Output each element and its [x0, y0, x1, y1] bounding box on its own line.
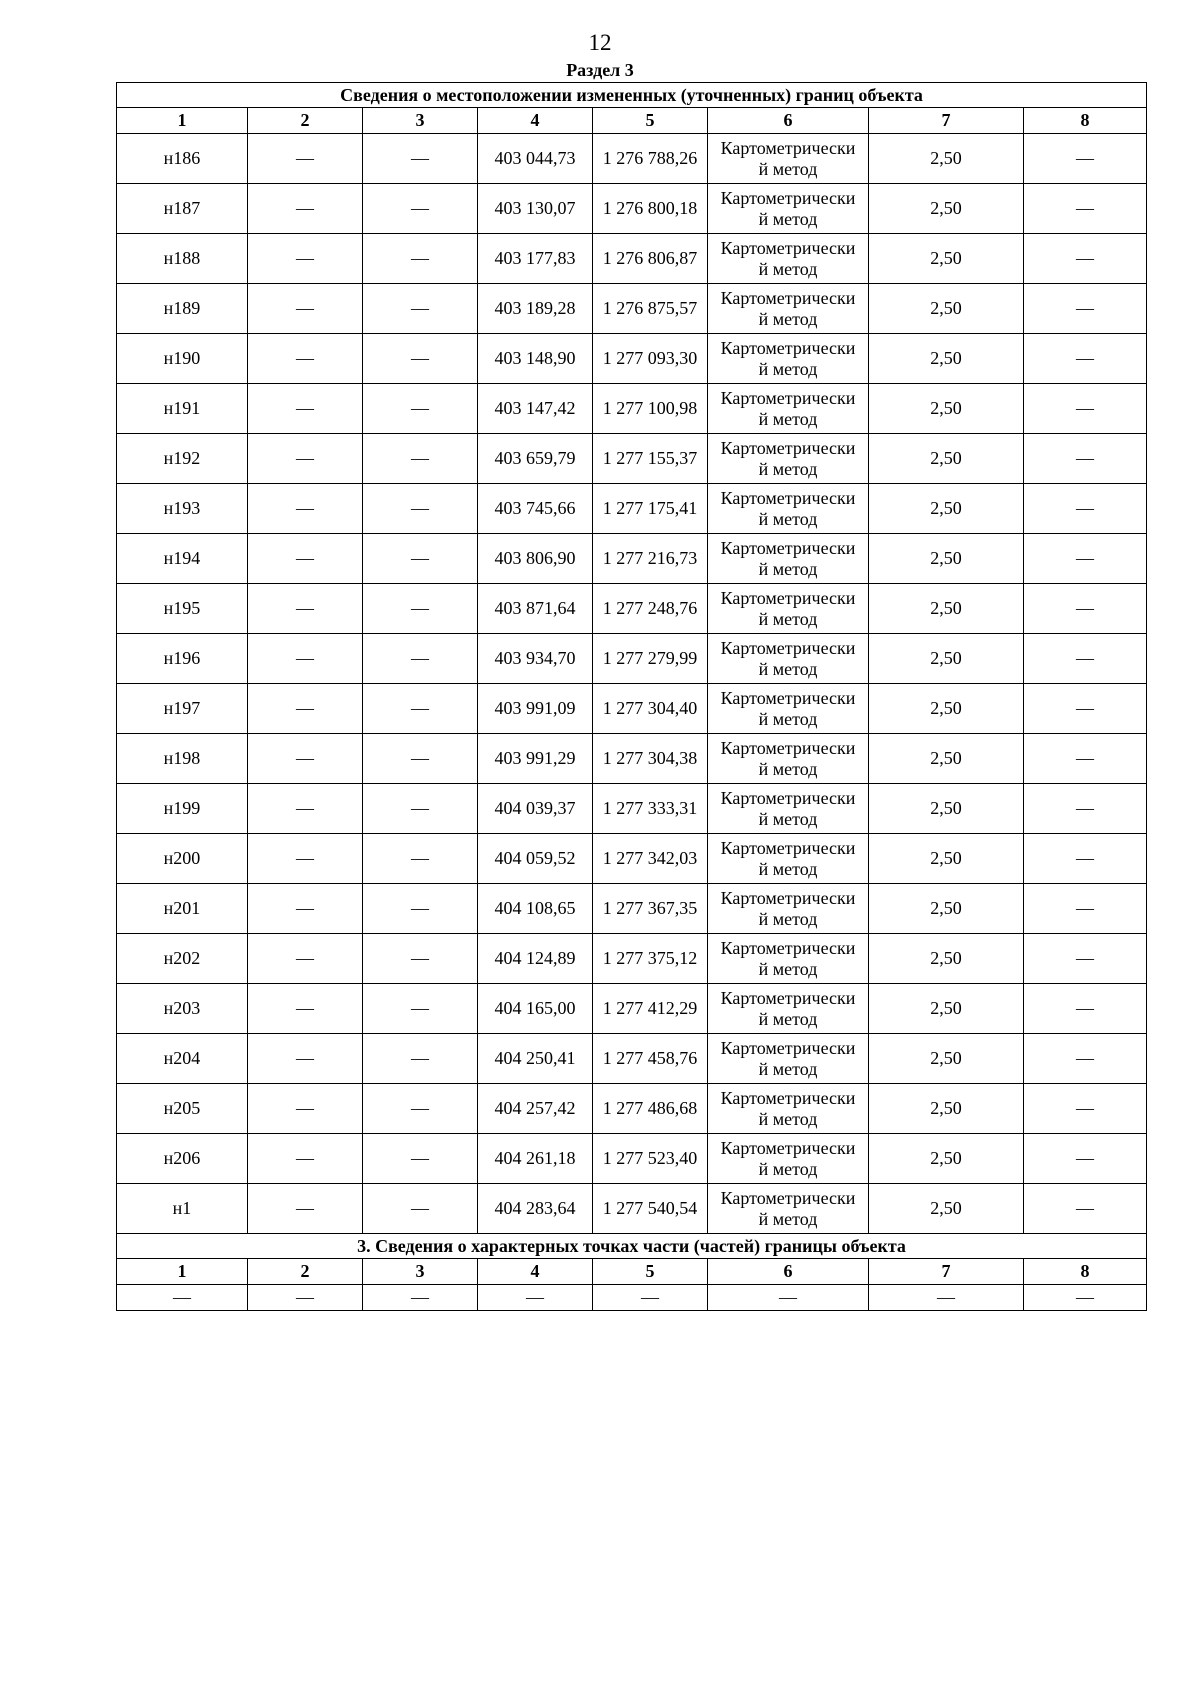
dash-cell: — [593, 1285, 708, 1311]
point-cell: н206 [117, 1134, 248, 1184]
dash-cell: — [1024, 484, 1147, 534]
point-cell: н190 [117, 334, 248, 384]
accuracy-cell: 2,50 [869, 384, 1024, 434]
x-coordinate-cell: 404 039,37 [478, 784, 593, 834]
dash-cell: — [248, 884, 363, 934]
x-coordinate-cell: 403 189,28 [478, 284, 593, 334]
dash-cell: — [363, 1134, 478, 1184]
table-row [117, 134, 1147, 184]
method-cell [708, 884, 869, 934]
y-coordinate-cell: 1 277 367,35 [593, 884, 708, 934]
dash-cell: — [248, 584, 363, 634]
table-row [117, 284, 1147, 334]
x-coordinate-cell: 403 148,90 [478, 334, 593, 384]
dash-cell: — [1024, 634, 1147, 684]
method-line-2: й метод [758, 958, 818, 979]
method-line-2: й метод [758, 408, 818, 429]
parts-table-body [117, 1234, 1147, 1311]
method-cell [708, 1084, 869, 1134]
dash-cell: — [363, 1184, 478, 1234]
table-caption: Сведения о местоположении измененных (уточненных) границ объекта [117, 83, 1147, 108]
dash-cell: — [363, 584, 478, 634]
dash-cell: — [1024, 1285, 1147, 1311]
method-line-2: й метод [758, 1208, 818, 1229]
point-cell: н191 [117, 384, 248, 434]
accuracy-cell: 2,50 [869, 484, 1024, 534]
method-cell [708, 434, 869, 484]
column-number: 8 [1024, 108, 1147, 134]
dash-cell: — [248, 984, 363, 1034]
method-line-2: й метод [758, 1158, 818, 1179]
point-cell: н195 [117, 584, 248, 634]
dash-cell: — [363, 734, 478, 784]
y-coordinate-cell: 1 277 304,40 [593, 684, 708, 734]
x-coordinate-cell: 404 165,00 [478, 984, 593, 1034]
accuracy-cell: 2,50 [869, 934, 1024, 984]
method-line-1: Картометрически [720, 787, 856, 808]
dash-cell: — [1024, 884, 1147, 934]
table-row [117, 434, 1147, 484]
boundary-table [116, 82, 1147, 1311]
dash-cell: — [363, 1034, 478, 1084]
method-line-1: Картометрически [720, 187, 856, 208]
parts-caption: 3. Сведения о характерных точках части (частей) границы объекта [117, 1234, 1147, 1259]
point-cell: н204 [117, 1034, 248, 1084]
column-number: 7 [869, 1259, 1024, 1285]
point-cell: н187 [117, 184, 248, 234]
y-coordinate-cell: 1 277 342,03 [593, 834, 708, 884]
table-row [117, 684, 1147, 734]
x-coordinate-cell: 403 871,64 [478, 584, 593, 634]
dash-cell: — [248, 1084, 363, 1134]
y-coordinate-cell: 1 277 279,99 [593, 634, 708, 684]
method-line-2: й метод [758, 808, 818, 829]
method-line-1: Картометрически [720, 337, 856, 358]
method-cell [708, 1134, 869, 1184]
column-number: 2 [248, 1259, 363, 1285]
table-row [117, 534, 1147, 584]
dash-cell: — [1024, 1034, 1147, 1084]
y-coordinate-cell: 1 277 304,38 [593, 734, 708, 784]
dash-cell: — [248, 534, 363, 584]
method-cell [708, 234, 869, 284]
accuracy-cell: 2,50 [869, 884, 1024, 934]
x-coordinate-cell: 403 130,07 [478, 184, 593, 234]
dash-cell: — [363, 384, 478, 434]
x-coordinate-cell: 403 991,09 [478, 684, 593, 734]
dash-cell: — [1024, 384, 1147, 434]
point-cell: н186 [117, 134, 248, 184]
y-coordinate-cell: 1 277 100,98 [593, 384, 708, 434]
table-row [117, 1034, 1147, 1084]
point-cell: н1 [117, 1184, 248, 1234]
table-row [117, 484, 1147, 534]
dash-cell: — [363, 234, 478, 284]
x-coordinate-cell: 403 745,66 [478, 484, 593, 534]
dash-cell: — [248, 634, 363, 684]
method-line-1: Картометрически [720, 687, 856, 708]
accuracy-cell: 2,50 [869, 584, 1024, 634]
dash-cell: — [708, 1285, 869, 1311]
y-coordinate-cell: 1 276 806,87 [593, 234, 708, 284]
boundary-table-body [117, 83, 1147, 1234]
dash-cell: — [363, 834, 478, 884]
dash-cell: — [363, 1084, 478, 1134]
method-line-2: й метод [758, 708, 818, 729]
dash-cell: — [248, 1034, 363, 1084]
dash-cell: — [1024, 784, 1147, 834]
method-cell [708, 284, 869, 334]
x-coordinate-cell: 404 250,41 [478, 1034, 593, 1084]
method-cell [708, 334, 869, 384]
method-line-1: Картометрически [720, 437, 856, 458]
dash-cell: — [248, 484, 363, 534]
method-line-1: Картометрически [720, 587, 856, 608]
dash-cell: — [1024, 684, 1147, 734]
y-coordinate-cell: 1 277 155,37 [593, 434, 708, 484]
y-coordinate-cell: 1 277 486,68 [593, 1084, 708, 1134]
method-line-1: Картометрически [720, 287, 856, 308]
y-coordinate-cell: 1 277 540,54 [593, 1184, 708, 1234]
column-number: 4 [478, 1259, 593, 1285]
method-line-1: Картометрически [720, 637, 856, 658]
y-coordinate-cell: 1 276 875,57 [593, 284, 708, 334]
accuracy-cell: 2,50 [869, 1034, 1024, 1084]
y-coordinate-cell: 1 277 216,73 [593, 534, 708, 584]
method-line-1: Картометрически [720, 137, 856, 158]
dash-cell: — [1024, 334, 1147, 384]
method-cell [708, 684, 869, 734]
dash-cell: — [363, 1285, 478, 1311]
dash-cell: — [478, 1285, 593, 1311]
method-line-1: Картометрически [720, 937, 856, 958]
accuracy-cell: 2,50 [869, 834, 1024, 884]
dash-cell: — [363, 284, 478, 334]
method-line-2: й метод [758, 258, 818, 279]
method-line-2: й метод [758, 908, 818, 929]
point-cell: н188 [117, 234, 248, 284]
accuracy-cell: 2,50 [869, 284, 1024, 334]
parts-caption-row [117, 1234, 1147, 1259]
dash-cell: — [1024, 234, 1147, 284]
dash-cell: — [1024, 1084, 1147, 1134]
x-coordinate-cell: 404 059,52 [478, 834, 593, 884]
dash-cell: — [1024, 834, 1147, 884]
y-coordinate-cell: 1 276 788,26 [593, 134, 708, 184]
point-cell: н201 [117, 884, 248, 934]
column-number: 5 [593, 1259, 708, 1285]
x-coordinate-cell: 404 108,65 [478, 884, 593, 934]
method-line-2: й метод [758, 658, 818, 679]
table-row [117, 1084, 1147, 1134]
table-row [117, 334, 1147, 384]
column-number: 4 [478, 108, 593, 134]
method-line-1: Картометрически [720, 387, 856, 408]
accuracy-cell: 2,50 [869, 634, 1024, 684]
point-cell: н193 [117, 484, 248, 534]
method-cell [708, 534, 869, 584]
x-coordinate-cell: 404 283,64 [478, 1184, 593, 1234]
y-coordinate-cell: 1 277 175,41 [593, 484, 708, 534]
method-line-1: Картометрически [720, 537, 856, 558]
x-coordinate-cell: 404 124,89 [478, 934, 593, 984]
column-number: 3 [363, 1259, 478, 1285]
dash-cell: — [363, 434, 478, 484]
method-line-2: й метод [758, 758, 818, 779]
dash-cell: — [363, 984, 478, 1034]
method-line-2: й метод [758, 1008, 818, 1029]
method-line-1: Картометрически [720, 887, 856, 908]
dash-cell: — [248, 684, 363, 734]
table-caption-row [117, 83, 1147, 108]
x-coordinate-cell: 404 257,42 [478, 1084, 593, 1134]
dash-cell: — [248, 384, 363, 434]
method-cell [708, 834, 869, 884]
column-number: 2 [248, 108, 363, 134]
dash-cell: — [248, 134, 363, 184]
dash-cell: — [248, 284, 363, 334]
y-coordinate-cell: 1 277 412,29 [593, 984, 708, 1034]
point-cell: н200 [117, 834, 248, 884]
table-row [117, 734, 1147, 784]
x-coordinate-cell: 403 177,83 [478, 234, 593, 284]
table-row [117, 934, 1147, 984]
dash-cell: — [248, 1134, 363, 1184]
x-coordinate-cell: 403 991,29 [478, 734, 593, 784]
column-number: 5 [593, 108, 708, 134]
method-line-1: Картометрически [720, 1087, 856, 1108]
method-cell [708, 934, 869, 984]
accuracy-cell: 2,50 [869, 1184, 1024, 1234]
method-cell [708, 1034, 869, 1084]
table-row [117, 834, 1147, 884]
method-line-1: Картометрически [720, 487, 856, 508]
method-line-1: Картометрически [720, 737, 856, 758]
x-coordinate-cell: 403 659,79 [478, 434, 593, 484]
method-cell [708, 134, 869, 184]
dash-cell: — [1024, 434, 1147, 484]
point-cell: н194 [117, 534, 248, 584]
dash-cell: — [248, 1285, 363, 1311]
dash-cell: — [248, 1184, 363, 1234]
method-line-2: й метод [758, 208, 818, 229]
column-number: 8 [1024, 1259, 1147, 1285]
method-cell [708, 384, 869, 434]
dash-cell: — [1024, 984, 1147, 1034]
point-cell: н199 [117, 784, 248, 834]
method-cell [708, 584, 869, 634]
point-cell: н196 [117, 634, 248, 684]
x-coordinate-cell: 403 806,90 [478, 534, 593, 584]
y-coordinate-cell: 1 277 523,40 [593, 1134, 708, 1184]
method-line-2: й метод [758, 858, 818, 879]
point-cell: н192 [117, 434, 248, 484]
x-coordinate-cell: 403 934,70 [478, 634, 593, 684]
method-line-2: й метод [758, 458, 818, 479]
accuracy-cell: 2,50 [869, 184, 1024, 234]
parts-empty-row [117, 1285, 1147, 1311]
accuracy-cell: 2,50 [869, 1084, 1024, 1134]
page-number: 12 [588, 30, 612, 55]
dash-cell: — [1024, 134, 1147, 184]
method-cell [708, 784, 869, 834]
point-cell: н198 [117, 734, 248, 784]
method-line-1: Картометрически [720, 987, 856, 1008]
dash-cell: — [248, 934, 363, 984]
accuracy-cell: 2,50 [869, 984, 1024, 1034]
dash-cell: — [363, 334, 478, 384]
dash-cell: — [248, 784, 363, 834]
method-line-2: й метод [758, 358, 818, 379]
column-number: 3 [363, 108, 478, 134]
method-line-2: й метод [758, 608, 818, 629]
accuracy-cell: 2,50 [869, 134, 1024, 184]
x-coordinate-cell: 404 261,18 [478, 1134, 593, 1184]
method-line-2: й метод [758, 158, 818, 179]
accuracy-cell: 2,50 [869, 334, 1024, 384]
method-line-2: й метод [758, 1108, 818, 1129]
method-line-2: й метод [758, 558, 818, 579]
y-coordinate-cell: 1 277 093,30 [593, 334, 708, 384]
point-cell: н203 [117, 984, 248, 1034]
dash-cell: — [363, 484, 478, 534]
dash-cell: — [363, 934, 478, 984]
method-line-1: Картометрически [720, 1137, 856, 1158]
table-row [117, 1184, 1147, 1234]
dash-cell: — [1024, 1134, 1147, 1184]
dash-cell: — [248, 734, 363, 784]
dash-cell: — [248, 234, 363, 284]
dash-cell: — [363, 134, 478, 184]
table-row [117, 184, 1147, 234]
method-cell [708, 484, 869, 534]
dash-cell: — [363, 884, 478, 934]
accuracy-cell: 2,50 [869, 684, 1024, 734]
point-cell: н197 [117, 684, 248, 734]
accuracy-cell: 2,50 [869, 434, 1024, 484]
method-cell [708, 634, 869, 684]
method-line-1: Картометрически [720, 1187, 856, 1208]
table-row [117, 584, 1147, 634]
x-coordinate-cell: 403 044,73 [478, 134, 593, 184]
method-cell [708, 984, 869, 1034]
y-coordinate-cell: 1 277 248,76 [593, 584, 708, 634]
y-coordinate-cell: 1 277 333,31 [593, 784, 708, 834]
table-row [117, 784, 1147, 834]
dash-cell: — [363, 184, 478, 234]
table-row [117, 384, 1147, 434]
method-line-2: й метод [758, 508, 818, 529]
accuracy-cell: 2,50 [869, 234, 1024, 284]
dash-cell: — [363, 784, 478, 834]
column-number: 7 [869, 108, 1024, 134]
method-line-1: Картометрически [720, 1037, 856, 1058]
method-line-1: Картометрически [720, 837, 856, 858]
accuracy-cell: 2,50 [869, 534, 1024, 584]
dash-cell: — [248, 434, 363, 484]
column-number-row [117, 108, 1147, 134]
table-row [117, 884, 1147, 934]
accuracy-cell: 2,50 [869, 734, 1024, 784]
method-line-2: й метод [758, 1058, 818, 1079]
column-number: 1 [117, 1259, 248, 1285]
dash-cell: — [363, 534, 478, 584]
dash-cell: — [1024, 1184, 1147, 1234]
y-coordinate-cell: 1 277 375,12 [593, 934, 708, 984]
column-number: 6 [708, 1259, 869, 1285]
y-coordinate-cell: 1 277 458,76 [593, 1034, 708, 1084]
column-number: 1 [117, 108, 248, 134]
point-cell: н189 [117, 284, 248, 334]
dash-cell: — [1024, 284, 1147, 334]
y-coordinate-cell: 1 276 800,18 [593, 184, 708, 234]
dash-cell: — [1024, 534, 1147, 584]
dash-cell: — [1024, 734, 1147, 784]
table-row [117, 1134, 1147, 1184]
method-line-1: Картометрически [720, 237, 856, 258]
accuracy-cell: 2,50 [869, 1134, 1024, 1184]
table-row [117, 984, 1147, 1034]
dash-cell: — [1024, 584, 1147, 634]
dash-cell: — [1024, 184, 1147, 234]
accuracy-cell: 2,50 [869, 784, 1024, 834]
section-title: Раздел 3 [566, 60, 634, 80]
method-cell [708, 184, 869, 234]
method-cell [708, 734, 869, 784]
dash-cell: — [363, 684, 478, 734]
dash-cell: — [248, 334, 363, 384]
method-line-2: й метод [758, 308, 818, 329]
parts-column-number-row [117, 1259, 1147, 1285]
dash-cell: — [248, 184, 363, 234]
dash-cell: — [869, 1285, 1024, 1311]
point-cell: н202 [117, 934, 248, 984]
dash-cell: — [248, 834, 363, 884]
dash-cell: — [117, 1285, 248, 1311]
column-number: 6 [708, 108, 869, 134]
table-row [117, 234, 1147, 284]
method-cell [708, 1184, 869, 1234]
x-coordinate-cell: 403 147,42 [478, 384, 593, 434]
dash-cell: — [363, 634, 478, 684]
table-row [117, 634, 1147, 684]
dash-cell: — [1024, 934, 1147, 984]
point-cell: н205 [117, 1084, 248, 1134]
